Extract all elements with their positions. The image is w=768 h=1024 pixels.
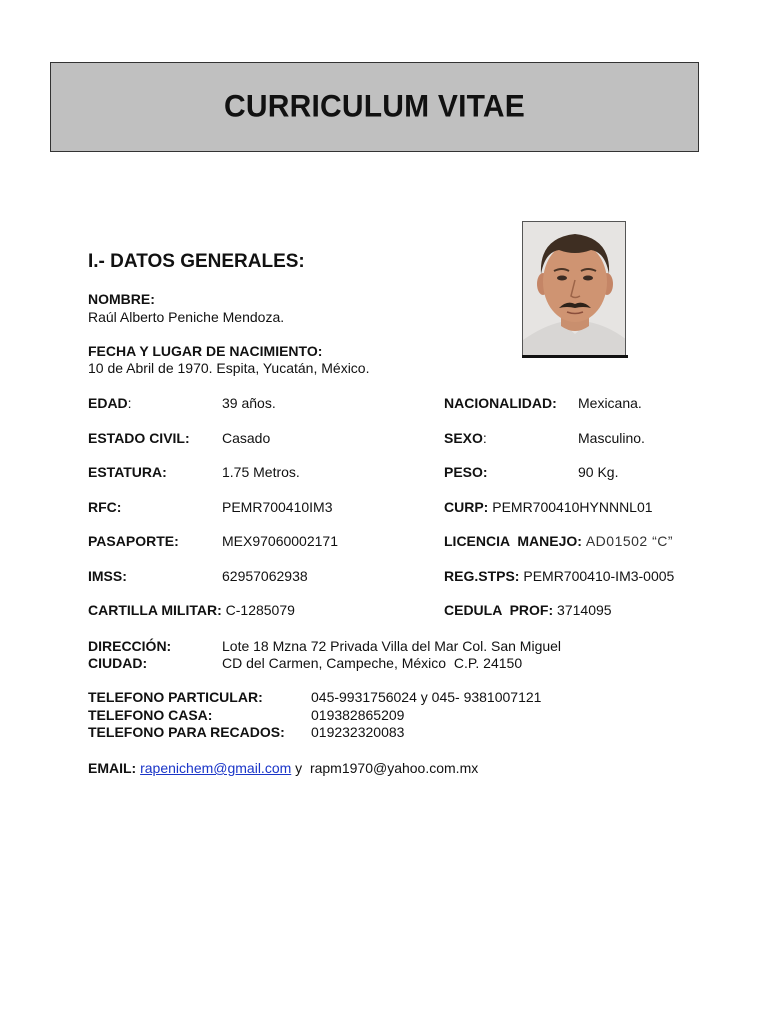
licencia-value: AD01502 “C” [585,533,674,549]
direccion-label: DIRECCIÓN: [88,638,172,654]
cartilla-field [88,602,295,619]
cartilla-value: C-1285079 [225,602,295,618]
reg-stps-label: REG.STPS: [444,568,520,584]
cartilla-label: CARTILLA MILITAR: [88,602,222,618]
pasaporte-label: PASAPORTE: [88,533,179,549]
reg-stps-field [444,568,674,585]
email-joiner: y [295,760,303,776]
nacionalidad-label: NACIONALIDAD: [444,395,557,411]
tel-casa-value: 019382865209 [311,707,405,723]
tel-particular-label: TELEFONO PARTICULAR: [88,689,263,705]
peso-value: 90 Kg. [578,464,619,480]
imss-label: IMSS: [88,568,127,584]
cedula-label: CEDULA PROF: [444,602,554,618]
cedula-value: 3714095 [557,602,612,618]
page-title: CURRICULUM VITAE [224,89,525,124]
email-field [88,760,478,777]
rfc-label: RFC: [88,499,122,515]
estatura-value: 1.75 Metros. [222,464,300,480]
licencia-field [444,533,673,550]
tel-casa-label: TELEFONO CASA: [88,707,213,723]
curp-label: CURP: [444,499,489,515]
nombre-label: NOMBRE: [88,291,155,307]
profile-photo [522,221,626,356]
email-label: EMAIL: [88,760,137,776]
peso-label: PESO: [444,464,488,480]
edad-label: EDAD: [88,395,132,411]
tel-recados-value: 019232320083 [311,724,405,740]
pasaporte-value: MEX97060002171 [222,533,338,549]
title-box [50,62,699,152]
photo-underline [522,355,628,358]
estatura-label: ESTATURA: [88,464,167,480]
reg-stps-value: PEMR700410-IM3-0005 [523,568,675,584]
ciudad-value: CD del Carmen, Campeche, México C.P. 24150 [222,655,523,671]
rfc-value: PEMR700410IM3 [222,499,333,515]
sexo-label: SEXO: [444,430,487,446]
direccion-value: Lote 18 Mzna 72 Privada Villa del Mar Col. San Miguel [222,638,562,654]
curp-value: PEMR700410HYNNNL01 [492,499,653,515]
curp-field [444,499,653,516]
nacimiento-label: FECHA Y LUGAR DE NACIMIENTO: [88,343,323,359]
nombre-value: Raúl Alberto Peniche Mendoza. [88,309,285,325]
estado-civil-value: Casado [222,430,271,446]
nacionalidad-value: Mexicana. [578,395,642,411]
email-secondary: rapm1970@yahoo.com.mx [309,760,479,776]
tel-recados-label: TELEFONO PARA RECADOS: [88,724,285,740]
ciudad-label: CIUDAD: [88,655,148,671]
imss-value: 62957062938 [222,568,308,584]
edad-value: 39 años. [222,395,276,411]
licencia-label: LICENCIA MANEJO: [444,533,582,549]
nacimiento-value: 10 de Abril de 1970. Espita, Yucatán, México. [88,360,370,376]
estado-civil-label: ESTADO CIVIL: [88,430,190,446]
tel-particular-value: 045-9931756024 y 045- 9381007121 [311,689,542,705]
person-portrait-icon [523,222,626,356]
cedula-field [444,602,612,619]
sexo-value: Masculino. [578,430,645,446]
section-title: I.- DATOS GENERALES: [88,251,305,272]
email-primary-link[interactable]: rapenichem@gmail.com [140,760,292,776]
